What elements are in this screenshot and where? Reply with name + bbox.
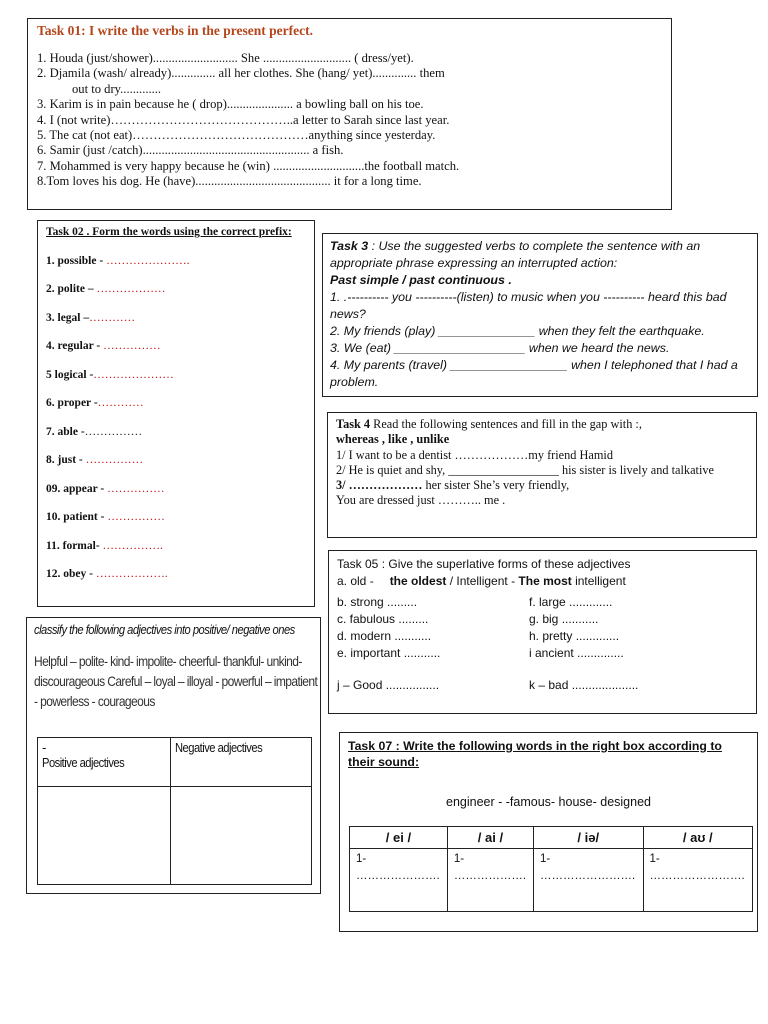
task5-row: c. fabulous ......... g. big ........... [337,612,599,626]
task7-title: Task 07 : Write the following words in the right box according to their sound: [348,739,722,769]
task2-box [37,220,315,607]
task3-title: Task 3 [330,239,369,253]
task1-line: 1. Houda (just/shower)........................... She ............................ ( dress/yet). [37,51,414,65]
prefix-item: 09. appear - …………… [46,482,165,495]
prefix-item: 6. proper -………… [46,397,144,409]
task1-line: 2. Djamila (wash/ already).............. all her clothes. She (hang/ yet).............. them [37,66,445,81]
task5-example: a. old - the oldest / Intelligent - The most intelligent [337,574,626,588]
task1-line: 6. Samir (just /catch)..................................................... a fish. [37,143,344,158]
task3-line: 1. .---------- you ----------(listen) to music when you ---------- heard this bad news? [330,290,727,321]
prefix-item: 1. possible - …………………. [46,254,190,267]
task1-line: 8.Tom loves his dog. He (have)........................................... it for a long time. [37,174,422,189]
task1-box [27,18,672,210]
classify-title: classify the following adjectives into positive/ negative ones [34,622,295,637]
task3-line: 4. My parents (travel) _________________ when I telephoned that I had a problem. [330,358,738,389]
prefix-item: 12. obey - ………………. [46,568,168,580]
task3-line: 2. My friends (play) ______________ when they felt the earthquake. [330,324,705,338]
task7-words: engineer - -famous- house- designed [446,795,651,809]
prefix-item: 11. formal- ……………. [46,539,163,552]
sound-cell[interactable]: 1- ……………………. [534,849,643,912]
task4-line: 2/ He is quiet and shy, __________________ his sister is lively and talkative [336,462,714,477]
task5-title: Task 05 : Give the superlative forms of these adjectives [337,557,631,571]
positive-cell[interactable] [38,787,171,885]
task2-title: Task 02 . Form the words using the correct prefix: [46,226,292,238]
task4-words: whereas , like , unlike [336,432,450,447]
task1-title: Task 01: I write the verbs in the present perfect. [37,23,313,38]
task3-tenses: Past simple / past continuous . [330,273,512,287]
task3-line: 3. We (eat) ___________________ when we heard the news. [330,341,670,355]
sound-header: / ei / [350,827,448,849]
prefix-item: 2. polite – ……………… [46,283,166,295]
task4-instruction: Task 4 Read the following sentences and fill in the gap with :, [336,417,642,431]
sound-table [349,826,753,912]
adjective-list: Helpful – polite- kind- impolite- cheerful- thankful- unkind- discourageous Careful – loyal – illoyal - powerful – impatient - powerless - courageous [34,653,318,709]
sound-header: / ai / [447,827,533,849]
task3-instruction: Task 3 : Use the suggested verbs to complete the sentence with an appropriate phrase expressing an interrupted action: [330,239,701,270]
negative-header: Negative adjectives [171,738,312,787]
sound-header: / iə/ [534,827,643,849]
classify-box [26,617,321,894]
task1-line: 7. Mohammed is very happy because he (win) .............................the football match. [37,158,460,173]
sound-header: / aʊ / [643,827,753,849]
sound-cell[interactable]: 1- ………………. [447,849,533,912]
positive-header: - Positive adjectives [38,738,171,787]
negative-cell[interactable] [171,787,312,885]
prefix-item: 7. able -…………… [46,425,143,438]
prefix-item: 4. regular - …………… [46,340,161,352]
classify-table [37,737,312,885]
task3-box [322,233,758,397]
task4-line: 1/ I want to be a dentist ………………my friend Hamid [336,447,613,462]
task1-line: 3. Karim is in pain because he ( drop)..................... a bowling ball on his toe. [37,97,424,112]
task5-row: b. strong ......... f. large ............. [337,595,613,609]
task5-row: j – Good ................ k – bad .................... [337,678,639,692]
task4-title: Task 4 [336,417,371,431]
task1-line: 4. I (not write)……………………………………..a letter to Sarah since last year. [37,112,450,127]
task5-row: d. modern ........... h. pretty ............. [337,629,620,643]
task1-line: out to dry............. [72,81,162,96]
prefix-item: 3. legal –………… [46,311,136,324]
task5-box [328,550,757,714]
task5-row: e. important ........... i ancient .............. [337,646,624,660]
task7-box [339,732,758,932]
task1-line: 5. The cat (not eat)……………………………………anything since yesterday. [37,128,436,143]
task4-line: You are dressed just ……….. me . [336,493,506,508]
task4-box [327,412,757,538]
prefix-item: 10. patient - …………… [46,511,165,523]
prefix-item: 5 logical -………………… [46,368,174,381]
task5-row [337,662,748,677]
sound-cell[interactable]: 1- ……………………. [643,849,753,912]
sound-cell[interactable]: 1- …………………. [350,849,448,912]
task4-line: 3/ ……………… her sister She’s very friendly, [336,478,570,493]
prefix-item: 8. just - …………… [46,454,144,466]
